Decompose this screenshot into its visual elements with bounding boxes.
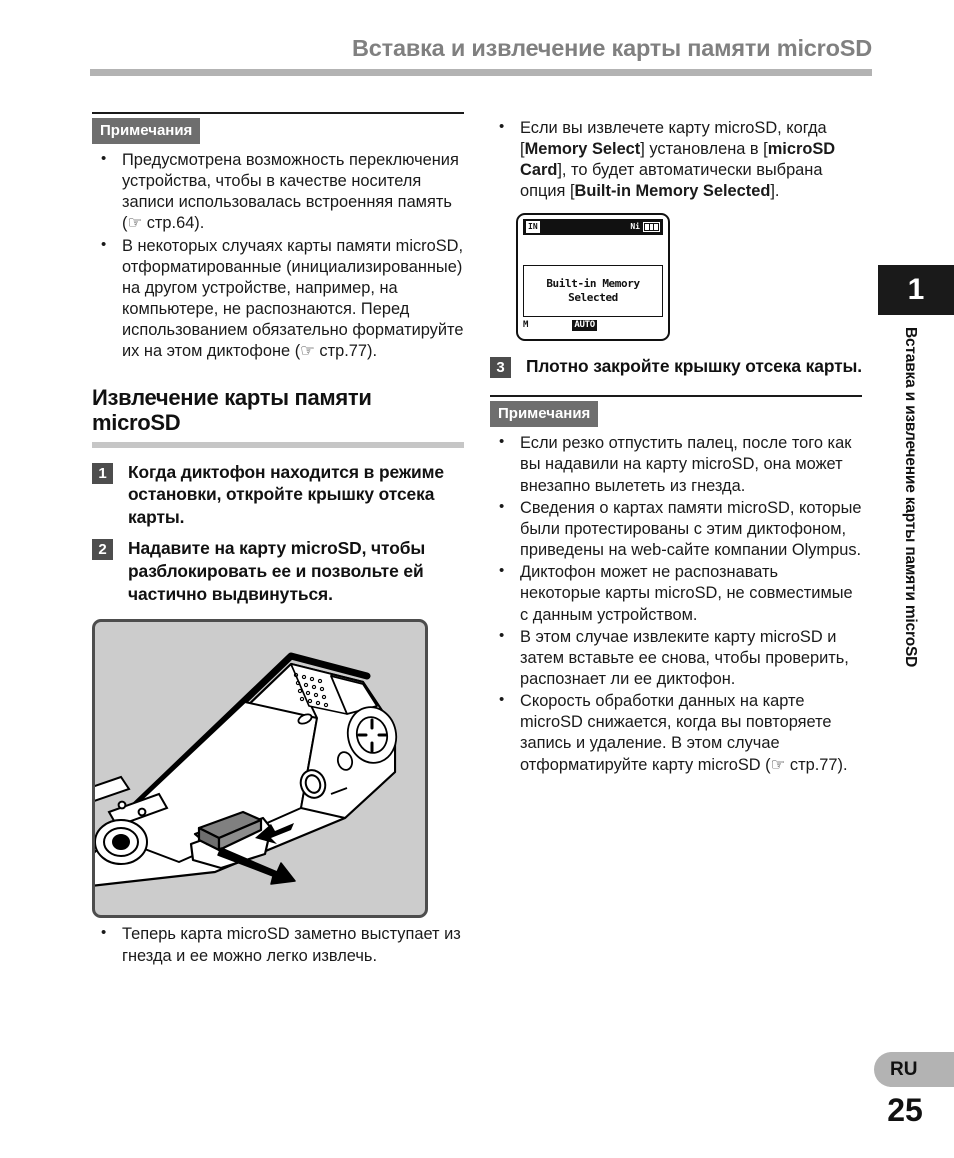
notes-top-rule [490,395,862,397]
step-1 [92,461,464,529]
notes-badge-right: Примечания [490,401,598,427]
right-notes-block [490,395,862,776]
lcd-status-right [630,222,660,232]
lcd-figure [516,213,676,341]
auto-mode-badge: AUTO [574,320,595,331]
step-3 [490,355,862,378]
list-item: • Если резко отпустить палец, после того как вы надавили на карту microSD, она может внезапно вылететь из гнезда. [490,433,862,496]
list-item: • Предусмотрена возможность переключения устройства, чтобы в качестве носителя записи использовалась встроенняя память (☞ стр.64). [92,150,464,235]
section-rule [92,442,464,448]
step-2 [92,537,464,605]
lcd-status-bar [523,219,663,235]
step-text: Когда диктофон находится в режиме остановки, откройте крышку отсека карты. [128,461,444,527]
step-number-badge: 1 [92,463,113,484]
step-text: Надавите на карту microSD, чтобы разблокировать ее и позвольте ей частично выдвинуться. [128,538,426,604]
left-notes-list [92,150,464,363]
recorder-microsd-illustration [92,619,428,918]
header-rule [90,69,872,76]
step-number-badge: 3 [490,357,511,378]
lcd-bottom-bar [523,319,663,333]
chapter-side-title [878,325,942,745]
notes-top-rule [92,112,464,114]
lcd-screen [516,213,670,341]
memory-select-term: Memory Select [524,140,641,159]
page-number: 25 [887,1092,923,1128]
battery-type-label: Ni [630,222,640,232]
right-column [490,112,862,777]
lcd-message-line-1: Built-in Memory [546,276,640,290]
microphone-icon: M [523,320,529,331]
step-number-badge: 2 [92,539,113,560]
lcd-message-line-2: Selected [568,290,618,304]
list-item: • В некоторых случаях карты памяти microSD, отформатированные (инициализированные) на другом устройстве, например, на компьютере, не распознаются. Перед использованием обязательно форматируйте их на этом диктофоне (☞ стр.77). [92,236,464,363]
built-in-memory-selected-term: Built-in Memory Selected [574,182,771,201]
microsd-card-term: microSD Card [520,140,836,180]
internal-memory-icon: IN [528,221,538,231]
section-heading: Извлечение карты памяти microSD [92,384,372,436]
recorder-diagram-svg [95,622,419,909]
lcd-message-box [523,265,663,317]
list-item: • Диктофон может не распознавать некоторые карты microSD, не совместимые с данным устройством. [490,562,862,625]
page-title: Вставка и извлечение карты памяти microSD [352,35,872,61]
list-item: • Скорость обработки данных на карте microSD снижается, когда вы повторяете запись и удаление. В этом случае отформатируйте карту microSD (☞ стр.77). [490,691,862,776]
right-steps [490,355,862,378]
left-column [92,112,464,968]
illustration-caption-list [92,924,464,966]
right-top-note-list [490,118,862,203]
list-item: • В этом случае извлеките карту microSD и затем вставьте ее снова, чтобы проверить, распознает ли ее диктофон. [490,627,862,690]
page-header [90,36,872,76]
list-item: • Если вы извлечете карту microSD, когда [Memory Select] установлена в [microSD Card], то будет автоматически выбрана опция [Built-in Memory Selected]. [490,118,862,203]
left-steps [92,461,464,606]
list-item: • Сведения о картах памяти microSD, которые были протестированы с этим диктофоном, приведены на web-сайте компании Olympus. [490,498,862,561]
chapter-tab: 1 [878,265,954,315]
notes-badge-left: Примечания [92,118,200,144]
battery-icon [643,222,660,232]
chapter-side-title-text: Вставка и извлечение карты памяти microSD [901,327,919,668]
list-item: • Теперь карта microSD заметно выступает из гнезда и ее можно легко извлечь. [92,924,464,966]
right-notes-list [490,433,862,776]
language-badge: RU [874,1052,954,1087]
step-text: Плотно закройте крышку отсека карты. [526,355,863,376]
